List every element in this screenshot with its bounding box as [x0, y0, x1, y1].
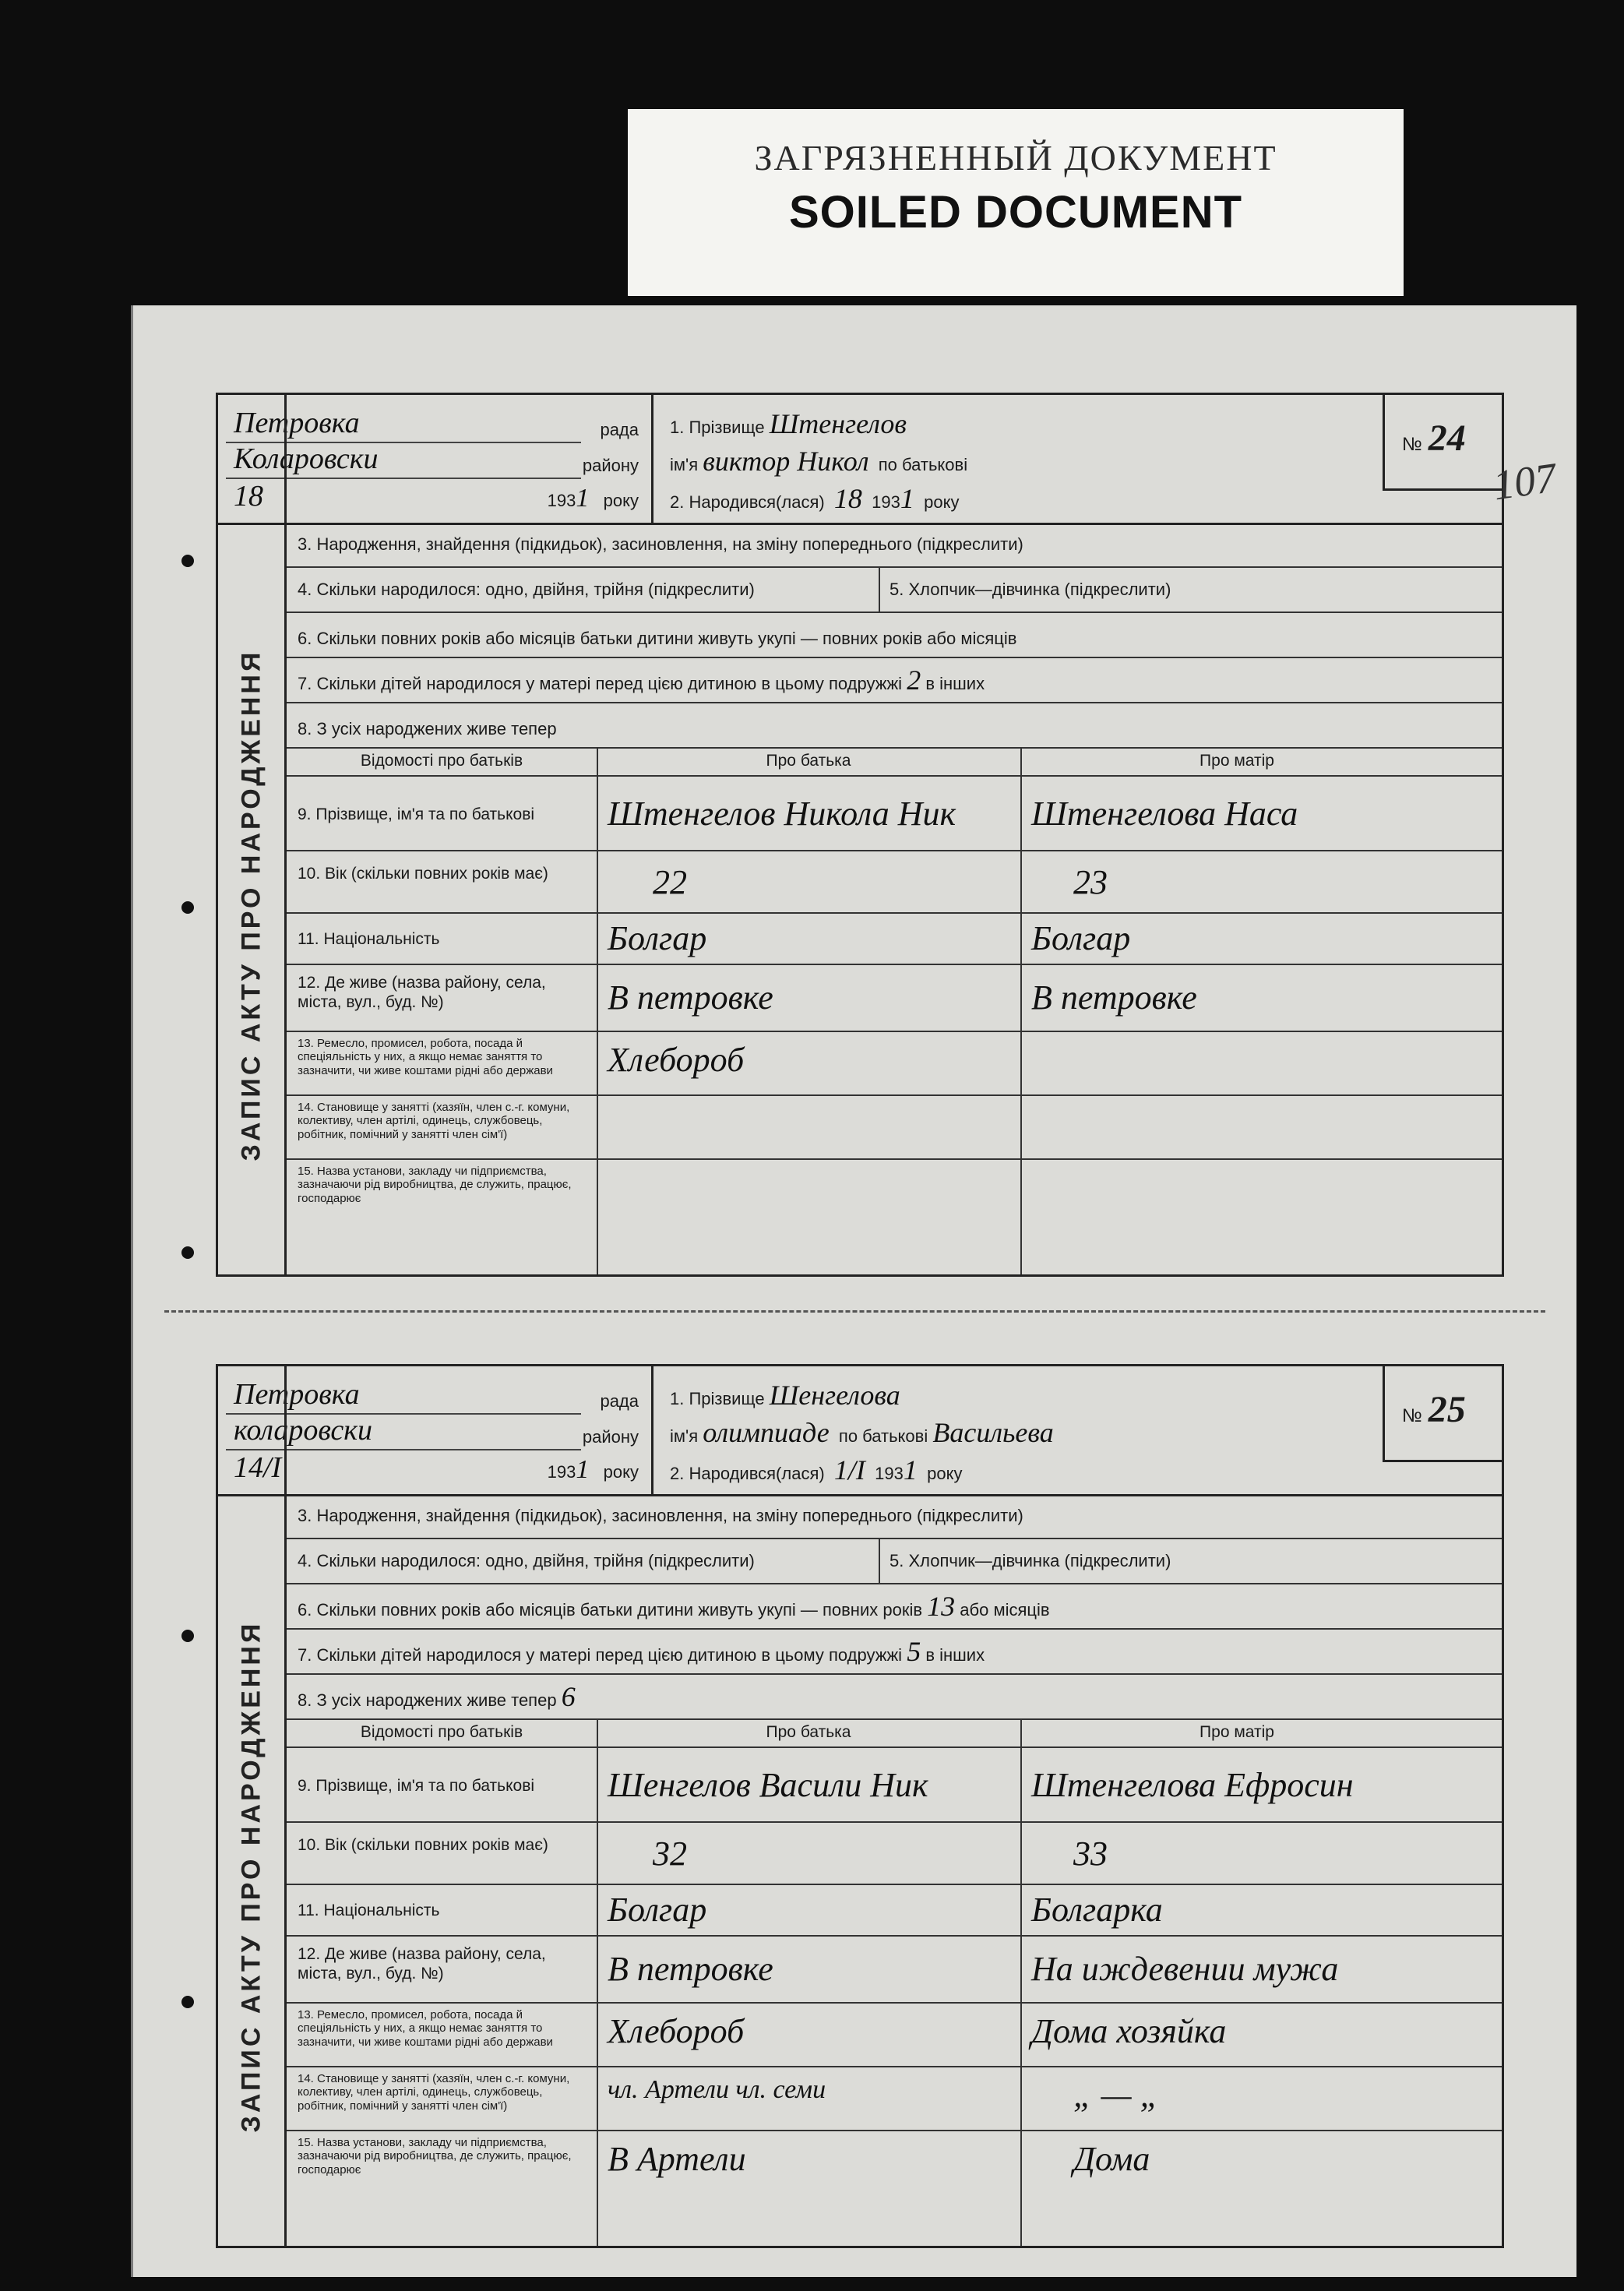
q6-text: 6. Скільки повних років або місяців батьки дитини живуть укупі — повних років [298, 629, 923, 648]
record-number: 25 [1428, 1389, 1466, 1430]
father-status: чл. Артели чл. семи [608, 2075, 826, 2104]
born-date: 1/I [833, 1454, 865, 1486]
born-roku-label: року [927, 1464, 963, 1483]
col-mother-head: Про матір [1200, 752, 1274, 770]
father-residence: В петровке [608, 978, 773, 1017]
q7-text: 7. Скільки дітей народилося у матері перед цією дитиною в цьому подружжі [298, 674, 903, 693]
r13-label: 13. Ремесло, промисел, робота, посада й спеціяльність у них, а якщо немає заняття то зазначити, чи живе коштами рідні або держави [298, 1037, 553, 1077]
q3-text: 3. Народження, знайдення (підкидьок), засиновлення, на зміну попереднього (підкреслити) [298, 1506, 1023, 1525]
r12-label: 12. Де живе (назва району, села, міста, вул., буд. №) [298, 974, 546, 1012]
q5-text: 5. Хлопчик—дівчинка (підкреслити) [890, 580, 1171, 599]
year-suffix: 1 [576, 484, 590, 513]
q5-text: 5. Хлопчик—дівчинка (підкреслити) [890, 1551, 1171, 1570]
record-body [287, 1494, 1502, 2246]
mother-nationality: Болгарка [1031, 1891, 1163, 1929]
born-roku-label: року [924, 492, 960, 512]
q4-text: 4. Скільки народилося: одно, двійня, трійня (підкреслити) [298, 580, 755, 599]
binding-hole [181, 555, 194, 567]
patronymic-label: по батькові [838, 1426, 928, 1446]
patronymic-value: Васильева [932, 1417, 1054, 1448]
margin-note: 107 [1490, 453, 1559, 509]
roku-label: року [603, 1462, 639, 1482]
q8-text: 8. З усіх народжених живе тепер [298, 1690, 557, 1710]
side-title-panel [218, 1366, 287, 2246]
col-father-head: Про батька [766, 1723, 851, 1741]
q7-other-label: в інших [925, 674, 985, 693]
stamp-text-en: SOILED DOCUMENT [788, 187, 1243, 238]
father-age: 22 [653, 863, 687, 901]
q7-other-label: в інших [925, 1645, 985, 1665]
number-label: № [1402, 1405, 1422, 1426]
mother-name: Штенгелова Ефросин [1031, 1766, 1354, 1804]
r14-label: 14. Становище у занятті (хазяїн, член с.-г. комуни, колективу, член артілі, одинець, службовець, робітник, помічний у занятті член сім'ї) [298, 2072, 570, 2113]
stamp-text-ru: ЗАГРЯЗНЕННЫЙ ДОКУМЕНТ [754, 138, 1277, 178]
surname-label: 1. Прізвище [670, 1389, 765, 1408]
soiled-document-stamp [628, 109, 1404, 296]
number-label: № [1402, 434, 1422, 455]
record-number-box [1383, 1366, 1502, 1462]
col-mother-head: Про матір [1200, 1723, 1274, 1741]
side-title-panel [218, 395, 287, 1274]
father-name: Шенгелов Васили Ник [608, 1766, 928, 1804]
r13-label: 13. Ремесло, промисел, робота, посада й спеціяльність у них, а якщо немає заняття то зазначити, чи живе коштами рідні або держави [298, 2008, 553, 2049]
rada-label: рада [600, 420, 639, 439]
born-date: 18 [833, 483, 862, 514]
side-title: ЗАПИС АКТУ ПРО НАРОДЖЕННЯ [236, 1620, 266, 2133]
born-label: 2. Народився(лася) [670, 1464, 825, 1483]
name-label: ім'я [670, 455, 699, 474]
mother-name: Штенгелова Наса [1031, 795, 1298, 833]
father-nationality: Болгар [608, 919, 707, 957]
mother-age: 33 [1073, 1835, 1108, 1873]
rada-value: Петровка [234, 1378, 360, 1411]
mother-residence: На иждевении мужа [1031, 1950, 1339, 1988]
surname-label: 1. Прізвище [670, 418, 765, 437]
mother-nationality: Болгар [1031, 919, 1131, 957]
q7-text: 7. Скільки дітей народилося у матері перед цією дитиною в цьому подружжі [298, 1645, 903, 1665]
born-year-prefix: 193 [872, 492, 900, 512]
father-occupation: Хлебороб [608, 1041, 745, 1079]
r9-label: 9. Прізвище, ім'я та по батькові [298, 1777, 535, 1795]
birth-record-form [216, 393, 1559, 1277]
name-value: олимпиаде [703, 1417, 830, 1448]
roku-label: року [603, 491, 639, 510]
mother-status: „ — „ [1073, 2076, 1160, 2114]
cut-line [164, 1310, 1545, 1313]
born-year-prefix: 193 [875, 1464, 904, 1483]
father-residence: В петровке [608, 1950, 773, 1988]
father-institution: В Артели [608, 2140, 746, 2178]
name-value: виктор Никол [703, 446, 869, 477]
q8-alive: 6 [561, 1681, 576, 1712]
q6-years: 13 [927, 1591, 956, 1622]
q8-text: 8. З усіх народжених живе тепер [298, 719, 557, 738]
r12-label: 12. Де живе (назва району, села, міста, вул., буд. №) [298, 1945, 546, 1983]
record-header [218, 395, 1502, 525]
mother-residence: В петровке [1031, 978, 1197, 1017]
q3-text: 3. Народження, знайдення (підкидьок), засиновлення, на зміну попереднього (підкреслити) [298, 534, 1023, 554]
r11-label: 11. Національність [298, 930, 440, 948]
year-prefix: 193 [547, 1462, 576, 1482]
col-info-head: Відомості про батьків [360, 752, 523, 770]
surname-value: Шенгелова [769, 1380, 900, 1411]
year-suffix: 1 [576, 1455, 590, 1484]
q6-text: 6. Скільки повних років або місяців батьки дитини живуть укупі — повних років [298, 1600, 923, 1620]
surname-value: Штенгелов [769, 408, 907, 439]
q4-text: 4. Скільки народилося: одно, двійня, трійня (підкреслити) [298, 1551, 755, 1570]
record-number-box [1383, 395, 1502, 491]
record-header [218, 1366, 1502, 1496]
mother-institution: Дома [1073, 2140, 1150, 2178]
registration-day: 18 [234, 480, 263, 513]
father-age: 32 [653, 1835, 687, 1873]
side-title: ЗАПИС АКТУ ПРО НАРОДЖЕННЯ [236, 649, 266, 1161]
born-year-suffix: 1 [903, 1454, 918, 1486]
year-prefix: 193 [547, 491, 576, 510]
q7-children: 2 [907, 664, 921, 696]
registration-day: 14/I [234, 1451, 282, 1484]
register-sheet [131, 305, 1576, 2277]
raion-label: району [582, 456, 639, 475]
r15-label: 15. Назва установи, закладу чи підприємства, зазначаючи рід виробництва, де служить, працює, господарює [298, 1165, 572, 1205]
r14-label: 14. Становище у занятті (хазяїн, член с.-г. комуни, колективу, член артілі, одинець, службовець, робітник, помічний у занятті член сім'ї) [298, 1101, 570, 1141]
r11-label: 11. Національність [298, 1902, 440, 1919]
mother-occupation: Дома хозяйка [1031, 2012, 1227, 2050]
binding-hole [181, 1996, 194, 2008]
record-body [287, 523, 1502, 1274]
raion-value: Коларовски [234, 442, 379, 475]
raion-label: району [582, 1427, 639, 1447]
q7-children: 5 [907, 1636, 921, 1667]
child-identity [651, 1366, 1386, 1494]
col-info-head: Відомості про батьків [360, 1723, 523, 1741]
col-father-head: Про батька [766, 752, 851, 770]
r10-label: 10. Вік (скільки повних років має) [298, 865, 548, 883]
q6-months-label: або місяців [927, 629, 1017, 648]
raion-value: коларовски [234, 1414, 373, 1447]
r9-label: 9. Прізвище, ім'я та по батькові [298, 805, 535, 823]
binding-hole [181, 1246, 194, 1259]
father-occupation: Хлебороб [608, 2012, 745, 2050]
father-nationality: Болгар [608, 1891, 707, 1929]
born-label: 2. Народився(лася) [670, 492, 825, 512]
q6-months-label: або місяців [960, 1600, 1050, 1620]
binding-hole [181, 901, 194, 914]
father-name: Штенгелов Никола Ник [608, 795, 956, 833]
patronymic-label: по батькові [878, 455, 968, 474]
name-label: ім'я [670, 1426, 699, 1446]
child-identity [651, 395, 1386, 523]
rada-value: Петровка [234, 407, 360, 439]
binding-hole [181, 1630, 194, 1642]
r15-label: 15. Назва установи, закладу чи підприємства, зазначаючи рід виробництва, де служить, працює, господарює [298, 2136, 572, 2176]
born-year-suffix: 1 [900, 483, 914, 514]
rada-label: рада [600, 1391, 639, 1411]
record-number: 24 [1428, 418, 1466, 459]
mother-age: 23 [1073, 863, 1108, 901]
r10-label: 10. Вік (скільки повних років має) [298, 1836, 548, 1854]
birth-record-form [216, 1364, 1504, 2248]
